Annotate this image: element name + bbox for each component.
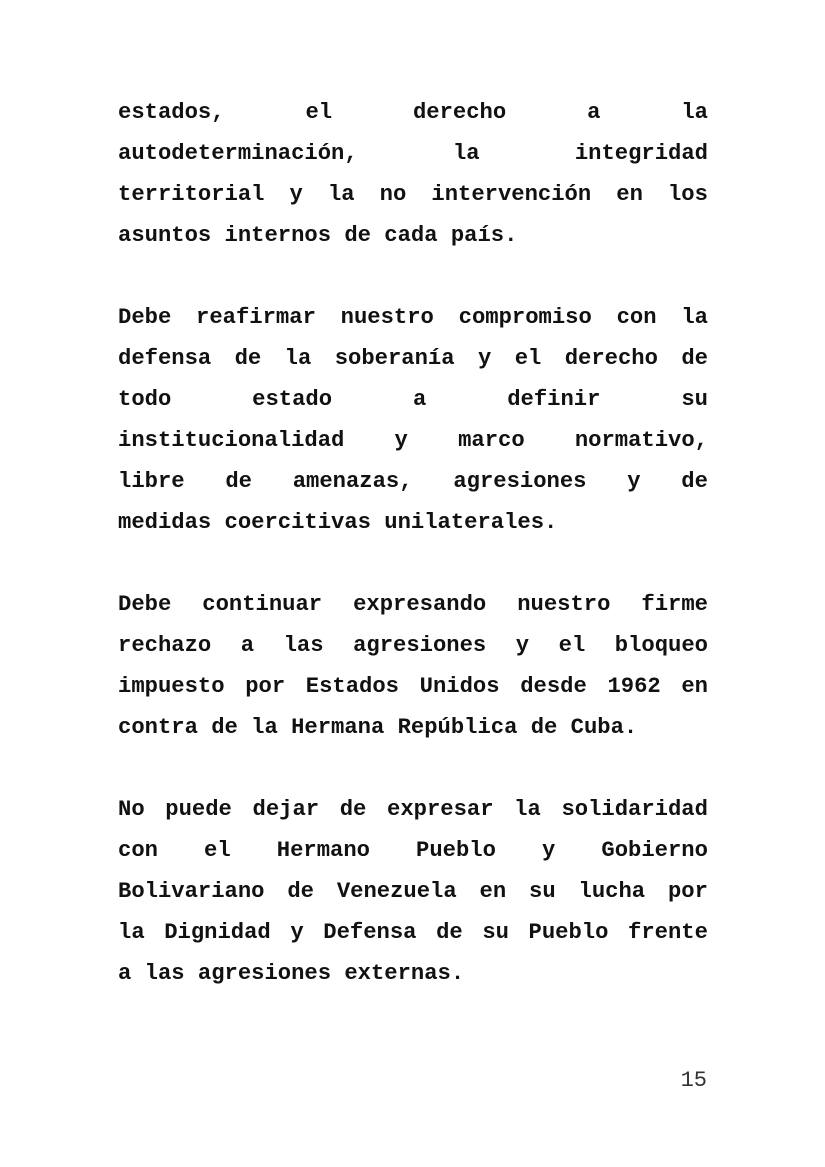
word: asuntos <box>118 223 212 248</box>
word: no <box>379 182 407 207</box>
word: Debe <box>118 592 172 617</box>
word: internos <box>224 223 332 248</box>
text-line <box>118 420 708 461</box>
word: de <box>436 920 463 945</box>
word: integridad <box>574 141 708 166</box>
word: Estados <box>305 674 399 699</box>
word: su <box>681 387 708 412</box>
word: a <box>412 387 427 412</box>
word: el <box>558 633 586 658</box>
paragraph <box>118 789 708 994</box>
word: todo <box>118 387 172 412</box>
word: soberanía <box>334 346 455 371</box>
word: nuestro <box>340 305 434 330</box>
word: lucha <box>578 879 646 904</box>
text-line <box>118 174 708 215</box>
word: la <box>681 100 708 125</box>
word: país. <box>450 223 518 248</box>
word: en <box>479 879 507 904</box>
word: medidas <box>118 510 212 535</box>
word: Unidos <box>419 674 500 699</box>
word: Pueblo <box>416 838 496 863</box>
word: firme <box>641 592 708 617</box>
word: intervención <box>431 182 592 207</box>
word: Hermana <box>291 715 385 740</box>
text-line <box>118 584 708 625</box>
word: autodeterminación, <box>118 141 358 166</box>
word: las <box>283 633 324 658</box>
word: la <box>118 920 145 945</box>
word: rechazo <box>118 633 212 658</box>
word: Venezuela <box>336 879 457 904</box>
word: su <box>529 879 556 904</box>
word: y <box>627 469 641 494</box>
word: dejar <box>252 797 320 822</box>
text-line <box>118 338 708 379</box>
word: a <box>118 961 132 986</box>
word: defensa <box>118 346 212 371</box>
word: agresiones <box>197 961 332 986</box>
word: Cuba. <box>570 715 638 740</box>
word: en <box>681 674 708 699</box>
word: Debe <box>118 305 172 330</box>
word: y <box>289 182 303 207</box>
word: a <box>587 100 601 125</box>
word: reafirmar <box>196 305 316 330</box>
word: Bolivariano <box>118 879 265 904</box>
word: República <box>397 715 518 740</box>
text-line <box>118 830 708 871</box>
word: unilaterales. <box>384 510 558 535</box>
word: solidaridad <box>561 797 708 822</box>
text-line <box>118 461 708 502</box>
word: territorial <box>118 182 265 207</box>
word: de <box>339 797 367 822</box>
word: nuestro <box>517 592 611 617</box>
word: la <box>327 182 355 207</box>
word: de <box>344 223 371 248</box>
word: la <box>251 715 278 740</box>
text-line <box>118 502 708 543</box>
text-line <box>118 912 708 953</box>
word: los <box>667 182 708 207</box>
word: a <box>240 633 255 658</box>
word: de <box>287 879 314 904</box>
word: libre <box>118 469 185 494</box>
word: derecho <box>412 100 507 125</box>
paragraph <box>118 92 708 256</box>
word: la <box>452 141 480 166</box>
text-line <box>118 707 708 748</box>
word: coercitivas <box>224 510 371 535</box>
word: estado <box>252 387 333 412</box>
word: con <box>616 305 657 330</box>
word: puede <box>165 797 232 822</box>
word: contra <box>118 715 198 740</box>
word: normativo, <box>574 428 708 453</box>
word: Gobierno <box>601 838 708 863</box>
page-number: 15 <box>680 1068 707 1093</box>
word: el <box>305 100 333 125</box>
word: las <box>144 961 185 986</box>
word: frente <box>628 920 708 945</box>
text-line <box>118 953 708 994</box>
text-line <box>118 789 708 830</box>
word: con <box>118 838 158 863</box>
word: Dignidad <box>164 920 271 945</box>
word: marco <box>458 428 525 453</box>
word: el <box>514 346 542 371</box>
word: desde <box>520 674 587 699</box>
word: estados, <box>118 100 225 125</box>
word: derecho <box>564 346 658 371</box>
word: definir <box>507 387 601 412</box>
word: y <box>515 633 530 658</box>
word: de <box>211 715 238 740</box>
paragraph <box>118 584 708 748</box>
word: institucionalidad <box>118 428 345 453</box>
word: y <box>290 920 304 945</box>
word: impuesto <box>118 674 225 699</box>
paragraph <box>118 297 708 543</box>
word: de <box>234 346 262 371</box>
text-line <box>118 625 708 666</box>
text-line <box>118 379 708 420</box>
word: el <box>204 838 231 863</box>
word: y <box>542 838 556 863</box>
word: de <box>225 469 252 494</box>
word: Pueblo <box>528 920 609 945</box>
word: de <box>681 469 708 494</box>
word: su <box>482 920 509 945</box>
word: bloqueo <box>614 633 708 658</box>
word: y <box>477 346 492 371</box>
word: amenazas, <box>292 469 413 494</box>
text-line <box>118 666 708 707</box>
document-body <box>118 92 708 1035</box>
word: de <box>530 715 558 740</box>
word: continuar <box>202 592 323 617</box>
word: la <box>284 346 312 371</box>
word: Defensa <box>323 920 417 945</box>
text-line <box>118 92 708 133</box>
text-line <box>118 871 708 912</box>
word: la <box>681 305 708 330</box>
word: expresando <box>353 592 487 617</box>
word: Hermano <box>276 838 370 863</box>
word: por <box>245 674 286 699</box>
word: agresiones <box>353 633 487 658</box>
word: externas. <box>344 961 465 986</box>
text-line <box>118 297 708 338</box>
word: agresiones <box>453 469 587 494</box>
word: y <box>394 428 408 453</box>
word: compromiso <box>458 305 592 330</box>
word: de <box>681 346 708 371</box>
word: expresar <box>387 797 494 822</box>
word: No <box>118 797 145 822</box>
word: la <box>514 797 541 822</box>
text-line <box>118 133 708 174</box>
word: en <box>616 182 643 207</box>
word: cada <box>384 223 438 248</box>
text-line <box>118 215 708 256</box>
word: por <box>667 879 708 904</box>
word: 1962 <box>607 674 661 699</box>
